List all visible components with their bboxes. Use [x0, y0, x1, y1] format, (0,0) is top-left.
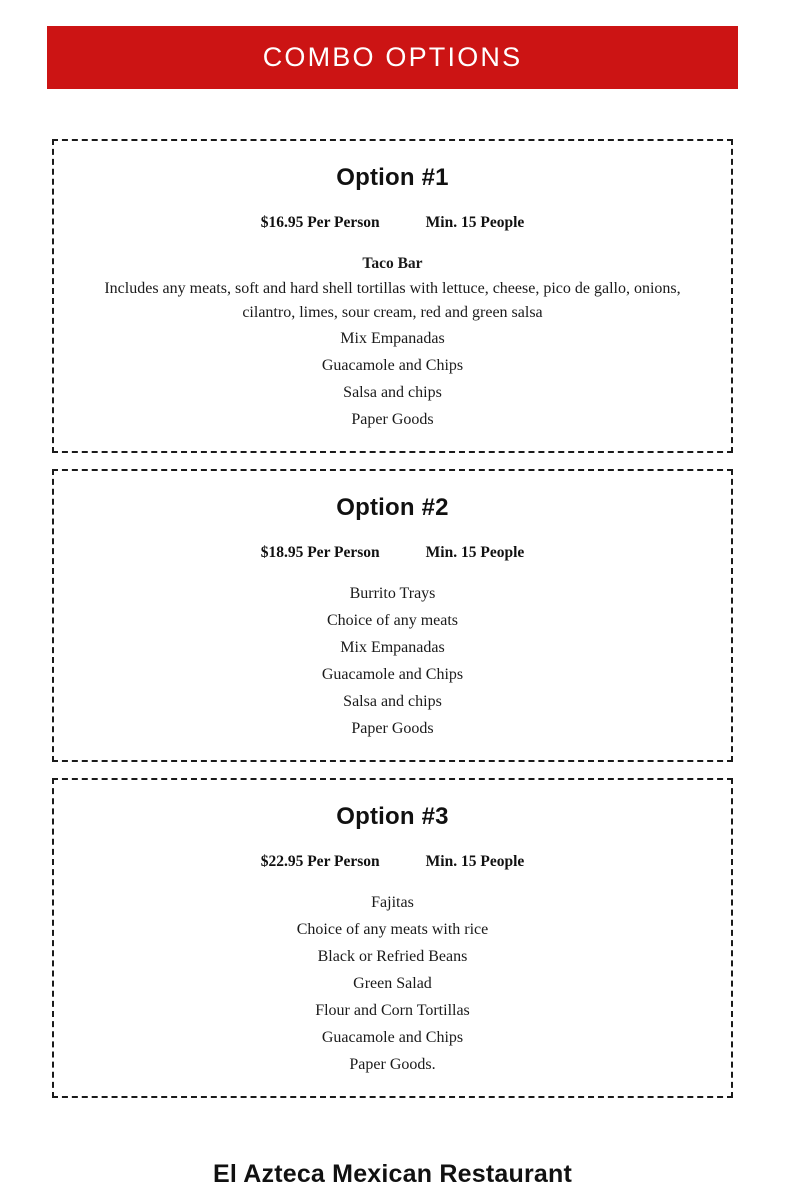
- option-card-3: [52, 778, 733, 1098]
- list-item: Guacamole and Chips: [321, 357, 464, 374]
- list-item: Black or Refried Beans: [317, 948, 468, 965]
- option-minimum: Min. 15 People: [425, 853, 525, 870]
- option-price: $18.95 Per Person: [260, 544, 380, 561]
- price-row: [72, 544, 713, 562]
- option-card-2: [52, 469, 733, 762]
- option-item-list: [72, 250, 713, 433]
- list-item: Paper Goods.: [349, 1056, 436, 1073]
- list-item: Guacamole and Chips: [321, 1029, 464, 1046]
- list-item: Choice of any meats: [326, 612, 459, 629]
- list-item: Includes any meats, soft and hard shell tortillas with lettuce, cheese, pico de gallo, onions, cilantro, limes, sour cream, red and green salsa: [104, 280, 681, 321]
- top-spacer: [0, 0, 785, 26]
- option-minimum: Min. 15 People: [425, 214, 525, 231]
- option-title: Option #2: [336, 494, 449, 521]
- option-title: Option #1: [336, 164, 449, 191]
- list-item: Green Salad: [353, 975, 432, 992]
- option-item-list: [72, 889, 713, 1078]
- list-item: Paper Goods: [351, 720, 434, 737]
- option-card-1: [52, 139, 733, 453]
- restaurant-footer: [0, 1160, 785, 1189]
- option-item-list: [72, 580, 713, 742]
- banner-title: COMBO OPTIONS: [262, 42, 523, 72]
- list-item: Mix Empanadas: [340, 639, 445, 656]
- list-item: Flour and Corn Tortillas: [315, 1002, 470, 1019]
- list-item: Taco Bar: [362, 255, 423, 272]
- list-item: Salsa and chips: [343, 384, 442, 401]
- list-item: Fajitas: [371, 894, 414, 911]
- price-row: [72, 853, 713, 871]
- price-row: [72, 214, 713, 232]
- list-item: Guacamole and Chips: [321, 666, 464, 683]
- option-title: Option #3: [336, 803, 449, 830]
- combo-options-banner: [47, 26, 738, 89]
- restaurant-name: El Azteca Mexican Restaurant: [213, 1160, 572, 1188]
- option-price: $16.95 Per Person: [260, 214, 380, 231]
- option-minimum: Min. 15 People: [425, 544, 525, 561]
- list-item: Paper Goods: [351, 411, 434, 428]
- list-item: Choice of any meats with rice: [296, 921, 489, 938]
- list-item: Burrito Trays: [349, 585, 436, 602]
- list-item: Salsa and chips: [343, 693, 442, 710]
- list-item: Mix Empanadas: [340, 330, 445, 347]
- option-price: $22.95 Per Person: [260, 853, 380, 870]
